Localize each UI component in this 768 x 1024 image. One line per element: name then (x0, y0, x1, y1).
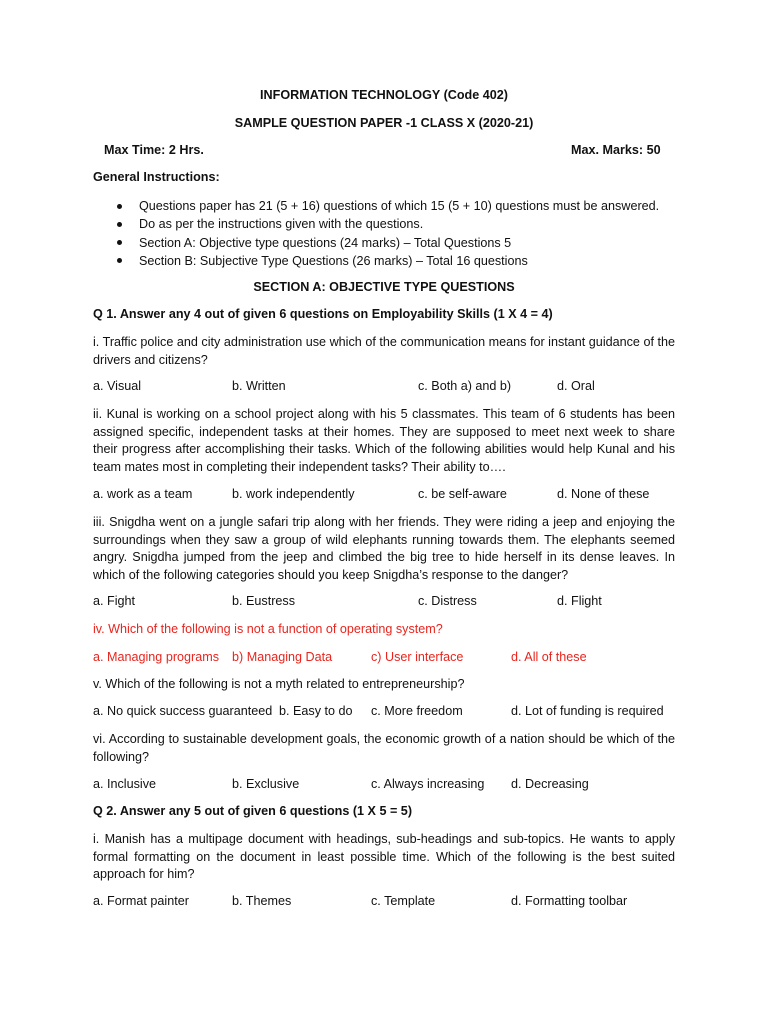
option-a: a. Managing programs (93, 650, 220, 664)
option-a: a. No quick success guaranteed (93, 704, 273, 718)
option-b: b. Easy to do (279, 704, 353, 718)
option-d: d. Flight (557, 594, 602, 608)
question-text: v. Which of the following is not a myth related to entrepreneurship? (93, 677, 465, 691)
bullet-icon (117, 204, 122, 209)
question-text: iii. Snigdha went on a jungle safari trip along with her friends. They were riding a jeep and enjoying the surroundings when they saw a group of wild elephants running towards them. The elephants seemed angry. Snigdha jumped from the jeep and climbed the big tree to hide herself in its dense leaves. In which of the following categories should you keep Snigdha’s response to the danger? (93, 515, 675, 583)
bullet-icon (117, 258, 122, 263)
answer-options (0, 704, 768, 722)
answer-options (0, 487, 768, 505)
option-d: d. Formatting toolbar (511, 894, 628, 908)
option-a: a. Inclusive (93, 777, 156, 791)
option-c: c. Distress (418, 594, 477, 608)
option-c: c. be self-aware (418, 487, 507, 501)
question-text: i. Manish has a multipage document with headings, sub-headings and sub-topics. He wants to apply formal formatting on the document in least possible time. Which of the following is the best suited approach for him? (93, 832, 675, 882)
instructions-heading: General Instructions: (93, 170, 220, 184)
q2-heading: Q 2. Answer any 5 out of given 6 questions (1 X 5 = 5) (93, 804, 413, 818)
option-a: a. Format painter (93, 894, 189, 908)
question-text: i. Traffic police and city administration use which of the communication means for instant guidance of the drivers and citizens? (93, 335, 675, 367)
option-b: b) Managing Data (232, 650, 333, 664)
option-c: c) User interface (371, 650, 464, 664)
paper-title: INFORMATION TECHNOLOGY (Code 402) (260, 88, 508, 102)
max-marks: Max. Marks: 50 (571, 143, 661, 157)
option-a: a. Fight (93, 594, 135, 608)
option-a: a. Visual (93, 379, 142, 393)
paper-subtitle: SAMPLE QUESTION PAPER -1 CLASS X (2020-21) (234, 116, 534, 130)
option-b: b. Eustress (232, 594, 295, 608)
question-text: vi. According to sustainable development goals, the economic growth of a nation should be which of the following? (93, 732, 675, 764)
option-d: d. Oral (557, 379, 595, 393)
instruction-item: Questions paper has 21 (5 + 16) questions of which 15 (5 + 10) questions must be answered. (93, 197, 659, 215)
option-b: b. work independently (232, 487, 355, 501)
option-d: d. Lot of funding is required (511, 704, 664, 718)
answer-options (0, 379, 768, 397)
q1-heading: Q 1. Answer any 4 out of given 6 questions on Employability Skills (1 X 4 = 4) (93, 307, 553, 321)
option-c: c. Template (371, 894, 436, 908)
instruction-item: Section A: Objective type questions (24 marks) – Total Questions 5 (93, 234, 659, 252)
question-text: iv. Which of the following is not a function of operating system? (93, 622, 443, 636)
question-text: ii. Kunal is working on a school project along with his 5 classmates. This team of 6 students has been assigned specific, independent tasks at their homes. They are supposed to meet next week to share their progress after accomplishing their tasks. Which of the following abilities would help Kunal and his team mates most in completing their independent tasks? Their ability to…. (93, 407, 675, 475)
instruction-item: Section B: Subjective Type Questions (26 marks) – Total 16 questions (93, 252, 659, 270)
section-a-heading: SECTION A: OBJECTIVE TYPE QUESTIONS (253, 280, 515, 294)
option-c: c. Always increasing (371, 777, 485, 791)
instruction-item: Do as per the instructions given with the questions. (93, 215, 659, 233)
option-d: d. None of these (557, 487, 650, 501)
answer-options (0, 894, 768, 912)
option-b: b. Written (232, 379, 286, 393)
answer-options (0, 777, 768, 795)
bullet-icon (117, 240, 122, 245)
max-time: Max Time: 2 Hrs. (104, 143, 204, 157)
answer-options (0, 650, 768, 668)
option-b: b. Exclusive (232, 777, 300, 791)
option-c: c. Both a) and b) (418, 379, 512, 393)
option-a: a. work as a team (93, 487, 193, 501)
option-d: d. Decreasing (511, 777, 589, 791)
answer-options (0, 594, 768, 612)
option-c: c. More freedom (371, 704, 463, 718)
instructions-list (93, 197, 659, 270)
bullet-icon (117, 222, 122, 227)
option-b: b. Themes (232, 894, 292, 908)
option-d: d. All of these (511, 650, 587, 664)
